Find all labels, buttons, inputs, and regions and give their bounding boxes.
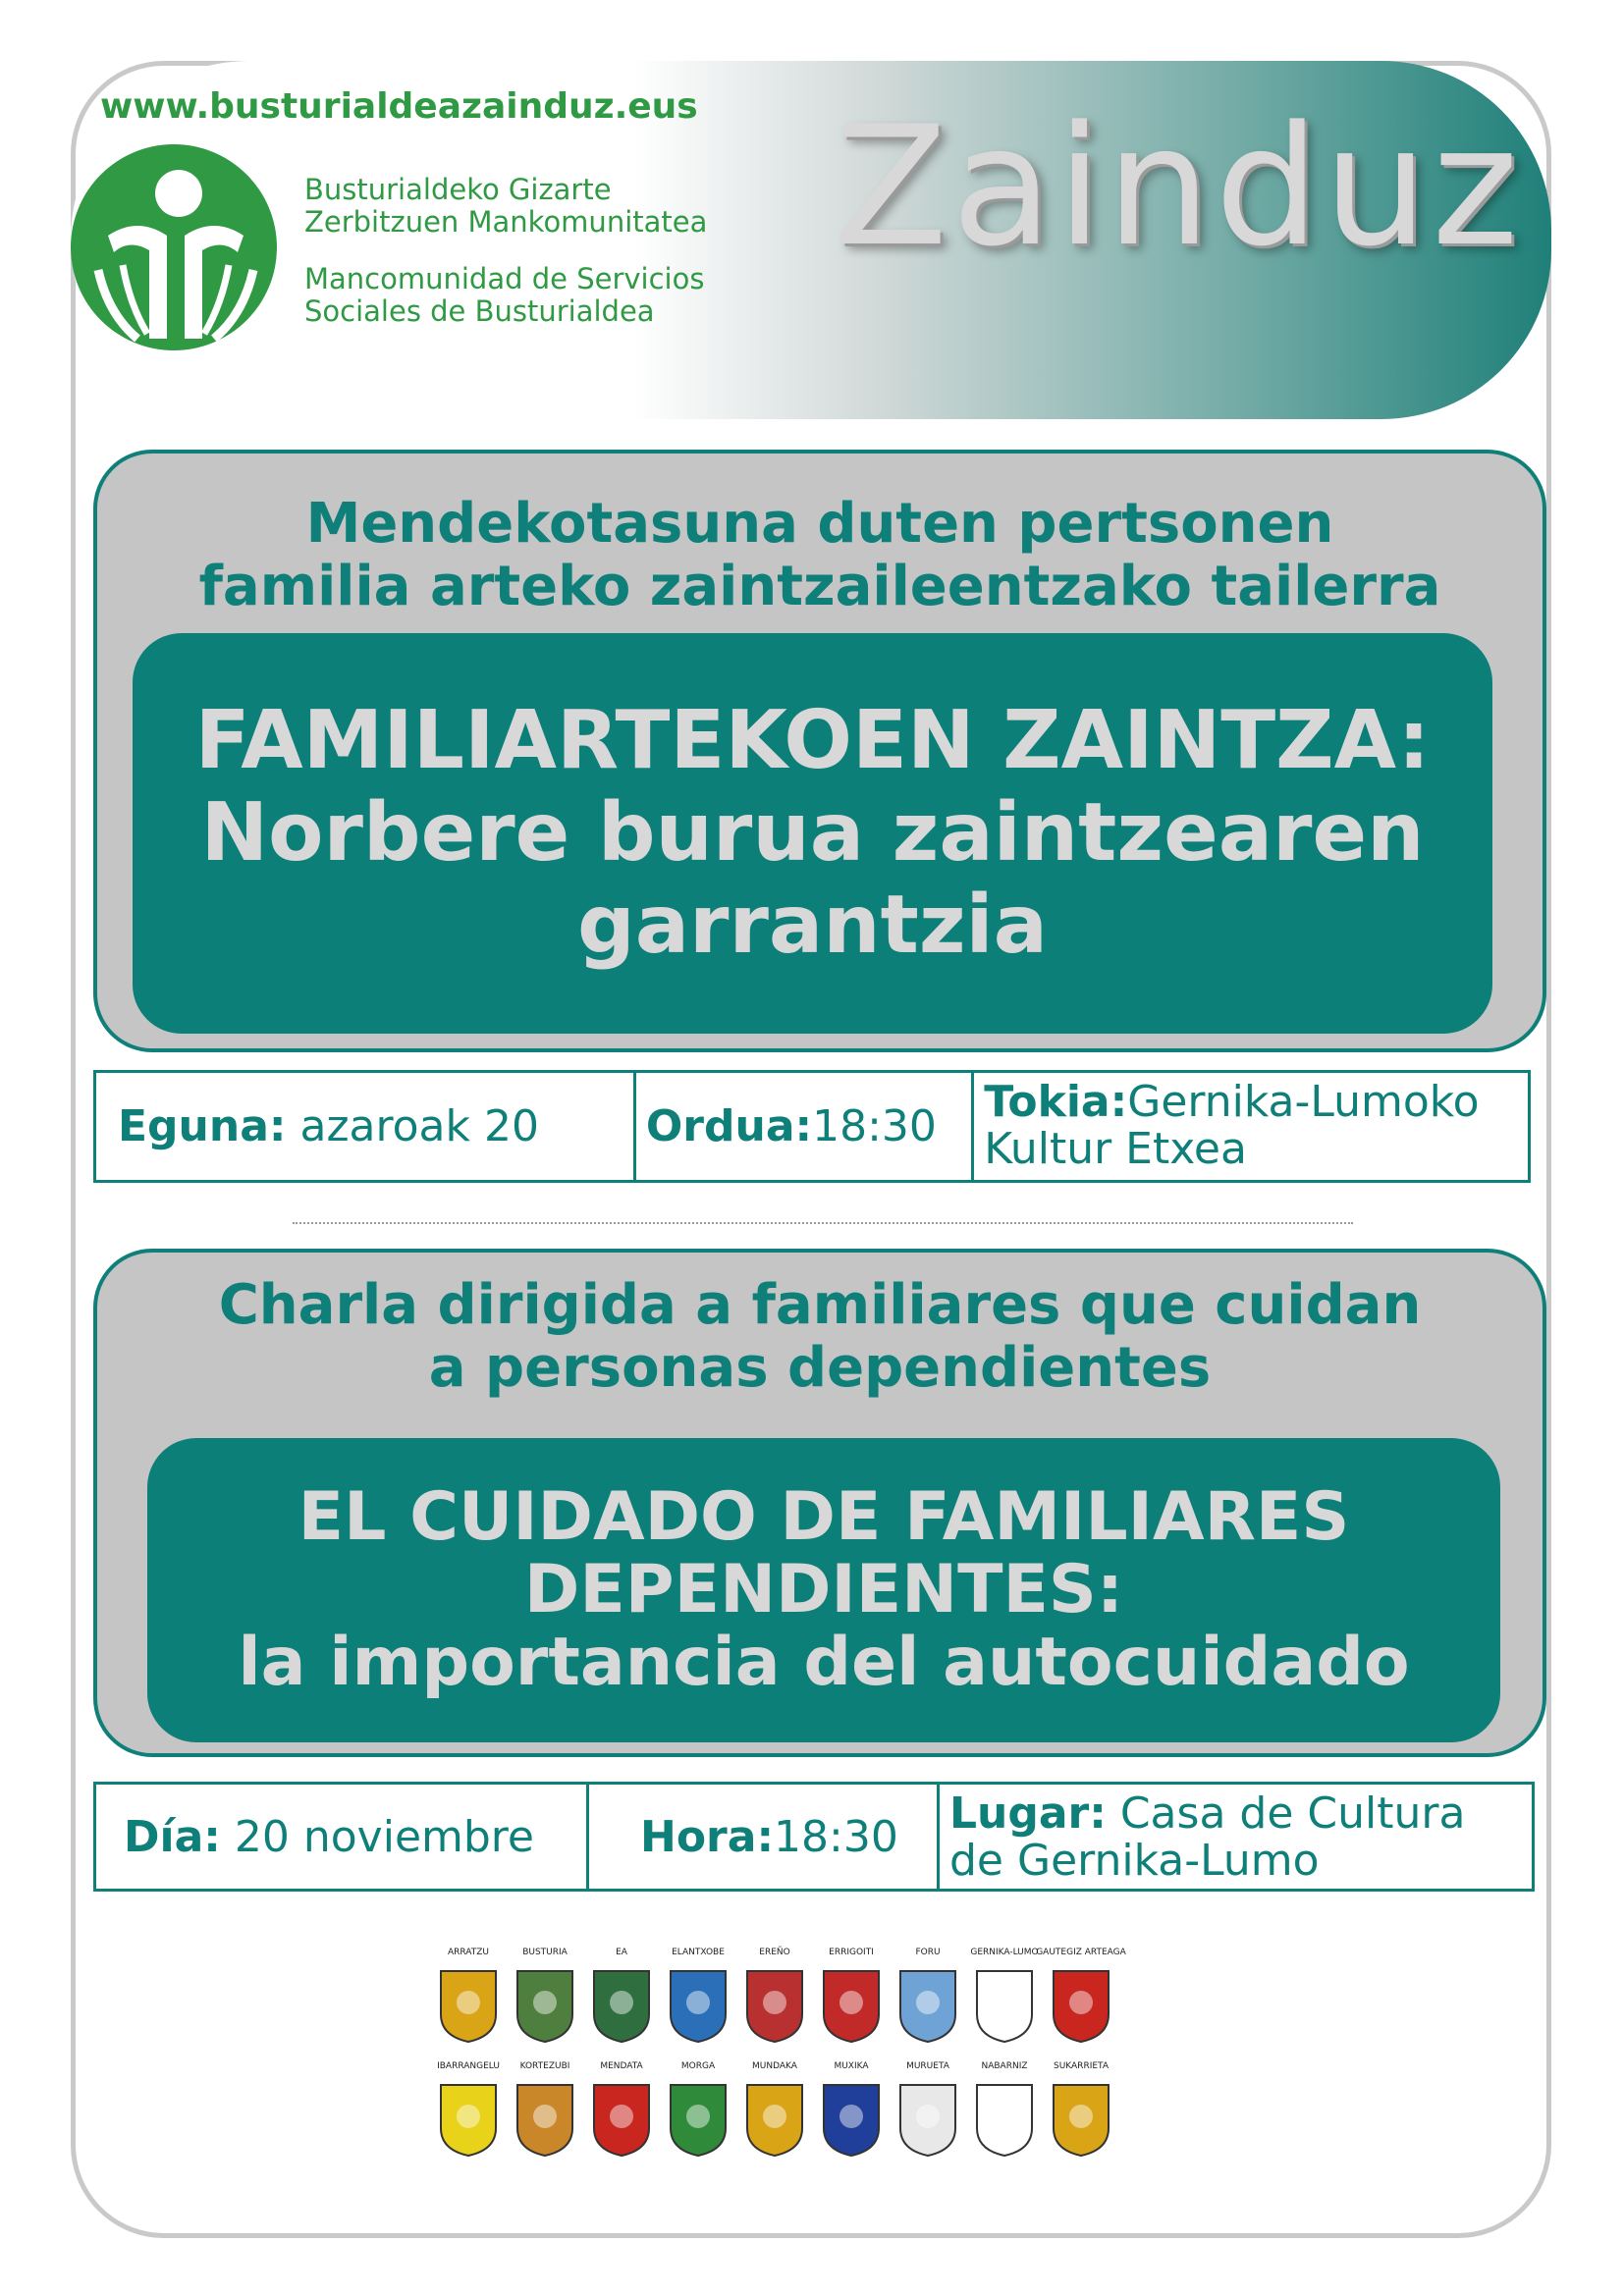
coat-of-arms-icon — [1050, 2077, 1112, 2160]
coat-of-arms-icon — [743, 2077, 806, 2160]
crest-murueta — [892, 2059, 964, 2160]
event-es-date-label: Día: — [124, 1811, 221, 1862]
event-es-time-label: Hora: — [640, 1811, 775, 1862]
crest-label: BUSTURIA — [522, 1948, 568, 1957]
event-eu-title-line3: garrantzia — [577, 879, 1048, 972]
crest-gernika-lumo — [968, 1946, 1041, 2046]
crest-label: MUXIKA — [834, 2061, 869, 2071]
event-es-place-line2: de Gernika-Lumo — [949, 1836, 1320, 1886]
organization-name-basque — [304, 174, 707, 239]
event-es-title-line3: la importancia del autocuidado — [238, 1624, 1410, 1701]
crest-label: EREÑO — [759, 1948, 790, 1957]
event-es-title-box — [147, 1438, 1500, 1742]
brand-title: Zainduz — [835, 90, 1523, 283]
event-eu-date-value: azaroak 20 — [286, 1101, 539, 1151]
org-es-line2: Sociales de Busturialdea — [304, 294, 655, 328]
crest-label: MUNDAKA — [752, 2061, 797, 2071]
event-es-date-value: 20 noviembre — [220, 1811, 534, 1862]
event-eu-time-label: Ordua: — [645, 1101, 813, 1151]
event-es-subtitle-line2: a personas dependientes — [428, 1336, 1212, 1400]
crest-label: IBARRANGELU — [437, 2061, 500, 2071]
event-es-time-cell — [589, 1785, 940, 1889]
org-eu-line1: Busturialdeko Gizarte — [304, 173, 612, 206]
crest-ea — [585, 1946, 658, 2046]
coat-of-arms-icon — [667, 1963, 730, 2046]
crest-row-1 — [432, 1946, 1257, 2046]
coat-of-arms-icon — [896, 1963, 959, 2046]
coat-of-arms-icon — [590, 1963, 653, 2046]
crest-busturia — [509, 1946, 581, 2046]
crest-kortezubi — [509, 2059, 581, 2160]
crest-label: GERNIKA-LUMO — [970, 1948, 1039, 1957]
coat-of-arms-icon — [514, 1963, 576, 2046]
crest-label: FORU — [915, 1948, 941, 1957]
event-eu-time-value: 18:30 — [812, 1101, 937, 1151]
coat-of-arms-icon — [437, 1963, 500, 2046]
event-eu-place-line1: Gernika-Lumoko — [1127, 1077, 1480, 1127]
crest-label: ERRIGOITI — [829, 1948, 874, 1957]
crest-row-2 — [432, 2059, 1257, 2160]
event-eu-title-line1: FAMILIARTEKOEN ZAINTZA: — [194, 694, 1431, 787]
event-eu-subtitle-line1: Mendekotasuna duten pertsonen — [305, 492, 1334, 556]
event-es-time-value: 18:30 — [774, 1811, 898, 1862]
website-link[interactable]: www.busturialdeazainduz.eus — [100, 86, 698, 127]
event-eu-date-label: Eguna: — [118, 1101, 287, 1151]
coat-of-arms-icon — [820, 1963, 883, 2046]
event-es-subtitle — [97, 1274, 1543, 1400]
event-eu-subtitle-line2: familia arteko zaintzaileentzako tailerra — [198, 555, 1441, 618]
event-eu-info-row — [93, 1070, 1531, 1183]
crest-mundaka — [738, 2059, 811, 2160]
event-eu-place-line2: Kultur Etxea — [984, 1124, 1247, 1174]
crest-label: ARRATZU — [447, 1948, 489, 1957]
coat-of-arms-icon — [896, 2077, 959, 2160]
crest-gautegiz-arteaga — [1036, 1946, 1126, 2046]
organization-name-spanish — [304, 263, 704, 328]
coat-of-arms-icon — [820, 2077, 883, 2160]
crest-label: EA — [616, 1948, 627, 1957]
coat-of-arms-icon — [437, 2077, 500, 2160]
event-eu-date-cell — [96, 1073, 636, 1180]
crest-label: ELANTXOBE — [672, 1948, 725, 1957]
crest-label: MORGA — [680, 2061, 716, 2071]
event-es-subtitle-line1: Charla dirigida a familiares que cuidan — [218, 1273, 1422, 1337]
event-es-place-cell — [940, 1785, 1532, 1889]
event-eu-place-label: Tokia: — [984, 1077, 1128, 1127]
coat-of-arms-icon — [590, 2077, 653, 2160]
coat-of-arms-icon — [743, 1963, 806, 2046]
coat-of-arms-icon — [973, 2077, 1036, 2160]
event-eu-time-cell — [636, 1073, 974, 1180]
org-eu-line2: Zerbitzuen Mankomunitatea — [304, 205, 708, 239]
crest-errigoiti — [815, 1946, 888, 2046]
crest-sukarrieta — [1045, 2059, 1117, 2160]
event-eu-title-line2: Norbere burua zaintzearen — [200, 786, 1425, 880]
municipality-crests — [432, 1946, 1257, 2173]
crest-label: MENDATA — [600, 2061, 643, 2071]
event-es-info-row — [93, 1782, 1535, 1892]
org-es-line1: Mancomunidad de Servicios — [304, 262, 705, 295]
event-es-place-line1: Casa de Cultura — [1106, 1789, 1466, 1839]
event-eu-title-box — [133, 633, 1492, 1034]
crest-label: KORTEZUBI — [519, 2061, 570, 2071]
crest-label: MURUETA — [906, 2061, 949, 2071]
crest-foru — [892, 1946, 964, 2046]
crest-nabarniz — [968, 2059, 1041, 2160]
person-figure-logo-icon — [69, 142, 280, 353]
coat-of-arms-icon — [1050, 1963, 1112, 2046]
crest-label: SUKARRIETA — [1053, 2061, 1109, 2071]
crest-ibarrangelu — [432, 2059, 505, 2160]
event-es-title-line1: EL CUIDADO DE FAMILIARES — [298, 1478, 1350, 1556]
crest-ereño — [738, 1946, 811, 2046]
crest-arratzu — [432, 1946, 505, 2046]
coat-of-arms-icon — [514, 2077, 576, 2160]
coat-of-arms-icon — [667, 2077, 730, 2160]
crest-label: NABARNIZ — [981, 2061, 1028, 2071]
crest-label: GAUTEGIZ ARTEAGA — [1036, 1948, 1126, 1957]
event-es-title-line2: DEPENDIENTES: — [523, 1551, 1124, 1629]
crest-mendata — [585, 2059, 658, 2160]
event-eu-place-cell — [974, 1073, 1528, 1180]
coat-of-arms-icon — [973, 1963, 1036, 2046]
event-es-place-label: Lugar: — [949, 1789, 1107, 1839]
event-eu-subtitle — [97, 493, 1543, 618]
crest-muxika — [815, 2059, 888, 2160]
crest-morga — [662, 2059, 734, 2160]
crest-elantxobe — [662, 1946, 734, 2046]
section-divider — [293, 1222, 1353, 1224]
event-es-date-cell — [96, 1785, 589, 1889]
